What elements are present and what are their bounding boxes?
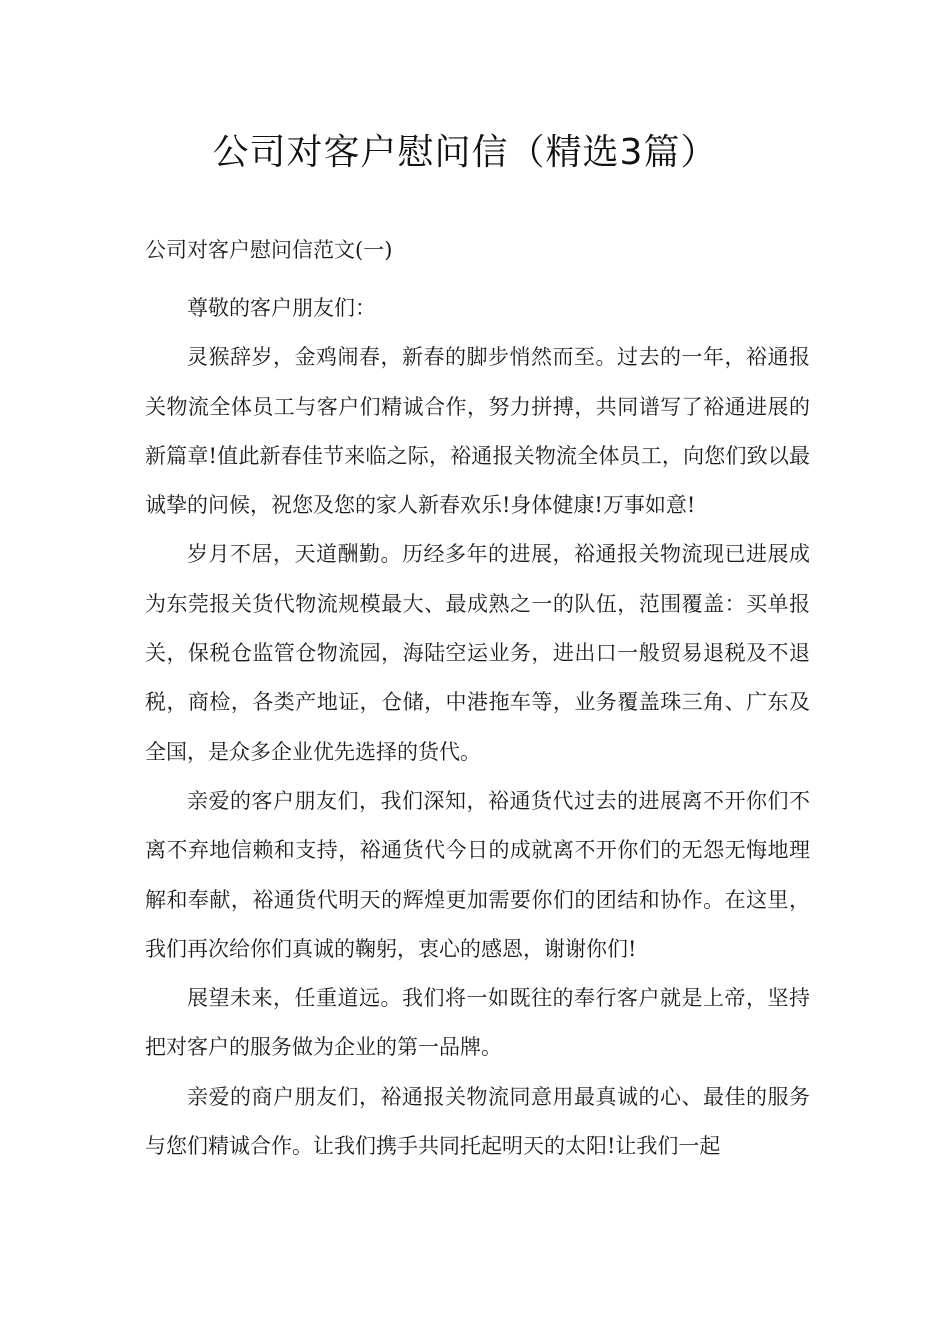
body-paragraph: 灵猴辞岁，金鸡闹春，新春的脚步悄然而至。过去的一年，裕通报关物流全体员工与客户们精诚合作，努力拼搏，共同谱写了裕通进展的新篇章!值此新春佳节来临之际，裕通报关物流全体员工，向您们致以最诚挚的问候，祝您及您的家人新春欢乐!身体健康!万事如意! bbox=[145, 345, 810, 518]
body-paragraph: 亲爱的客户朋友们，我们深知，裕通货代过去的进展离不开你们不离不弃地信赖和支持，裕通货代今日的成就离不开你们的无怨无悔地理解和奉献，裕通货代明天的辉煌更加需要你们的团结和协作。在这里，我们再次给你们真诚的鞠躬，衷心的感恩，谢谢你们! bbox=[145, 788, 810, 961]
salutation-paragraph: 尊敬的客户朋友们： bbox=[187, 296, 376, 320]
body-paragraph: 展望未来，任重道远。我们将一如既往的奉行客户就是上帝，坚持把对客户的服务做为企业的第一品牌。 bbox=[145, 986, 810, 1060]
letter-body bbox=[145, 284, 810, 1171]
body-paragraph: 亲爱的商户朋友们，裕通报关物流同意用最真诚的心、最佳的服务与您们精诚合作。让我们携手共同托起明天的太阳!让我们一起 bbox=[145, 1084, 810, 1159]
section-heading: 公司对客户慰问信范文(一) bbox=[145, 238, 393, 262]
document-title: 公司对客户慰问信（精选3篇） bbox=[212, 132, 718, 173]
body-paragraph: 岁月不居，天道酬勤。历经多年的进展，裕通报关物流现已进展成为东莞报关货代物流规模最大、最成熟之一的队伍，范围覆盖：买单报关，保税仓监管仓物流园，海陆空运业务，进出口一般贸易退税及不退税，商检，各类产地证，仓储，中港拖车等，业务覆盖珠三角、广东及全国，是众多企业优先选择的货代。 bbox=[145, 542, 810, 764]
